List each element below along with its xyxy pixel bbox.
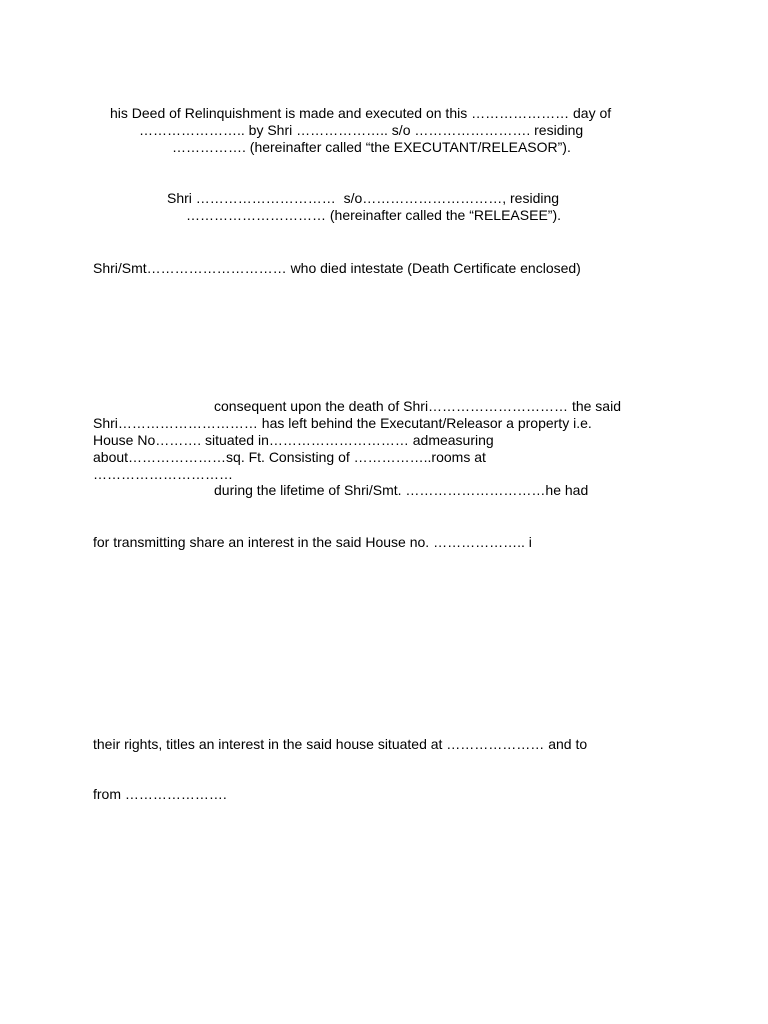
para4-line4: about…………………sq. Ft. Consisting of ……………..rooms at bbox=[93, 449, 486, 465]
para3-line: Shri/Smt………………………… who died intestate (Death Certificate enclosed) bbox=[93, 260, 581, 276]
para1-line3: ……………. (hereinafter called “the EXECUTANT/RELEASOR”). bbox=[172, 139, 571, 155]
para4-line3: House No………. situated in………………………… admeasuring bbox=[93, 432, 494, 448]
para7-line: from …………………. bbox=[93, 786, 227, 802]
para5-line: for transmitting share an interest in the said House no. ……………….. i bbox=[93, 534, 532, 550]
para2-line1: Shri ………………………… s/o…………………………, residing bbox=[167, 190, 560, 206]
para1-line1: his Deed of Relinquishment is made and executed on this ………………… day of bbox=[110, 105, 612, 121]
para4-line5: ………………………… bbox=[93, 466, 233, 482]
para4-line6: during the lifetime of Shri/Smt. …………………………he had bbox=[214, 482, 589, 498]
para4-line1: consequent upon the death of Shri………………………… the said bbox=[214, 398, 621, 414]
para4-line2: Shri………………………… has left behind the Executant/Releasor a property i.e. bbox=[93, 415, 592, 431]
para1-line2: ………………….. by Shri ……………….. s/o ……………………. residing bbox=[139, 122, 584, 138]
para6-line: their rights, titles an interest in the said house situated at ………………… and to bbox=[93, 736, 588, 752]
para2-line2: ………………………… (hereinafter called the “RELEASEE”). bbox=[186, 207, 561, 223]
